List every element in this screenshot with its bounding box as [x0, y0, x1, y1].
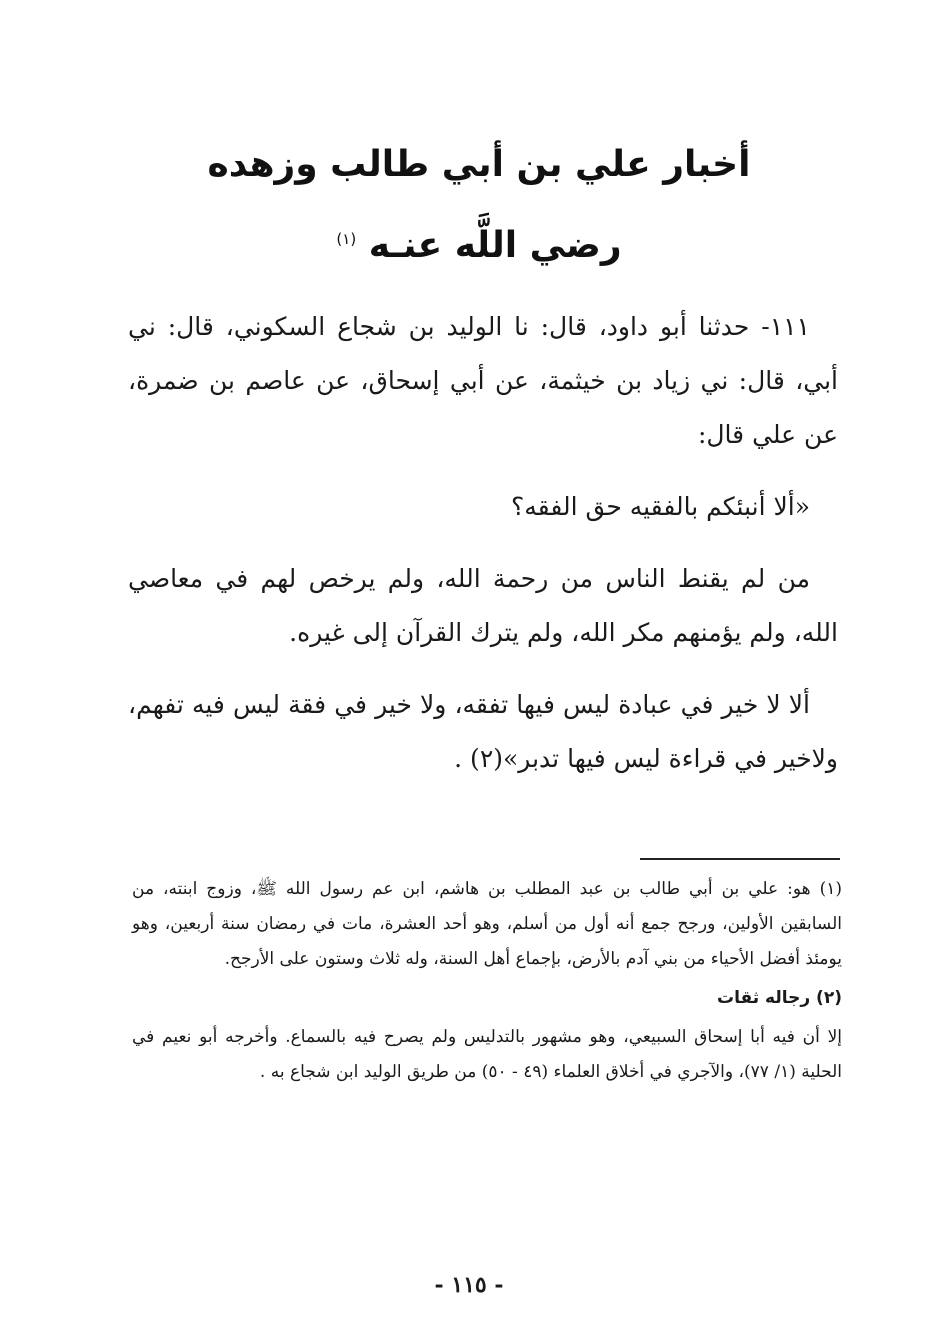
footnotes — [132, 872, 842, 1094]
footnote-2-text: إلا أن فيه أبا إسحاق السبيعي، وهو مشهور بالتدليس ولم يصرح فيه بالسماع. وأخرجه أبو نعيم في الحلية (١/ ٧٧)، والآجري في أخلاق العلماء (٤٩ - ٥٠) من طريق الوليد ابن شجاع به . — [132, 1027, 842, 1082]
chapter-title-line-1: أخبار علي بن أبي طالب وزهده — [207, 144, 751, 185]
hadith-question: «ألا أنبئكم بالفقيه حق الفقه؟ — [511, 492, 810, 521]
footnote-2-heading: (٢) رجاله ثقات — [717, 988, 842, 1008]
page-number: - ١١٥ - — [434, 1272, 504, 1298]
hadith-isnad: ١١١- حدثنا أبو داود، قال: نا الوليد بن شجاع السكوني، قال: ني أبي، قال: ني زياد بن خيثمة، عن أبي إسحاق، عن عاصم بن ضمرة، عن علي قال: — [128, 312, 838, 449]
chapter-title-line-2 — [120, 202, 838, 283]
footnote-separator — [640, 858, 840, 860]
chapter-title — [120, 128, 838, 283]
hadith-conclusion: ألا لا خير في عبادة ليس فيها تفقه، ولا خير في فقة ليس فيه تفهم، ولاخير في قراءة ليس فيها تدبر»(٢) . — [128, 690, 838, 773]
footnote-1: (١) هو: علي بن أبي طالب بن عبد المطلب بن هاشم، ابن عم رسول الله ﷺ، وزوج ابنته، من السابقين الأولين، ورجح جمع أنه أول من أسلم، وهو أحد العشرة، مات في رمضان سنة أربعين، وهو يومئذ أفضل الأحياء من بني آدم بالأرض، بإجماع أهل السنة، وله ثلاث وستون على الأرجح. — [132, 879, 842, 969]
main-text — [128, 300, 838, 804]
chapter-title-line-2-text: رضي اللَّه عنـه — [368, 225, 622, 266]
hadith-answer: من لم يقنط الناس من رحمة الله، ولم يرخص لهم في معاصي الله، ولم يؤمنهم مكر الله، ولم يترك القرآن إلى غيره. — [128, 564, 838, 647]
title-footnote-marker: (١) — [336, 230, 357, 248]
